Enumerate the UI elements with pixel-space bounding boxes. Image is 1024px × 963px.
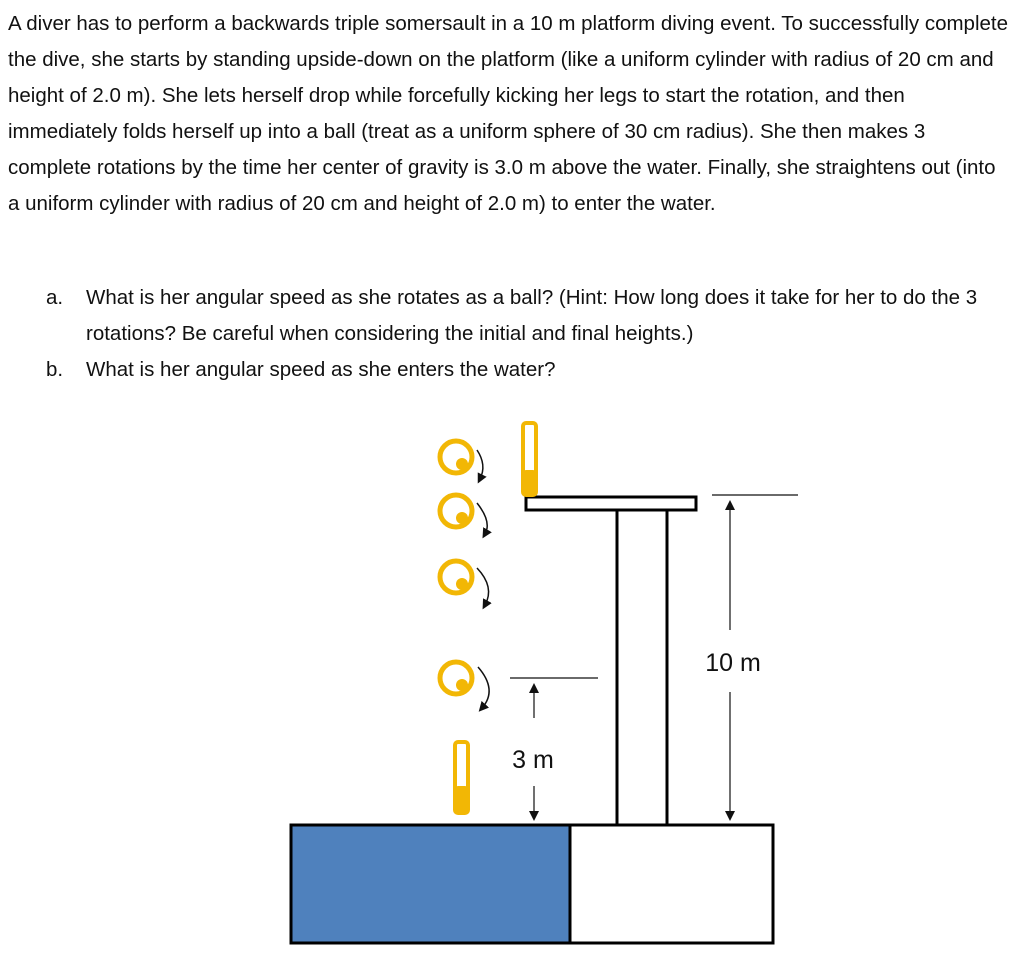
diver-ball-1 <box>440 441 483 479</box>
tower-base <box>570 825 773 943</box>
diver-standing-upside-down <box>523 423 536 495</box>
problem-statement: A diver has to perform a backwards triple somersault in a 10 m platform diving event. To successfully complete the dive, she starts by standing upside-down on the platform (like a uniform cylinder with radius of 20 cm and height of 2.0 m). She lets herself drop while forcefully kicking her legs to start the rotation, and then immediately folds herself up into a ball (treat as a uniform sphere of 30 cm radius). She then makes 3 complete rotations by the time her center of gravity is 3.0 m above the water. Finally, she straightens out (into a uniform cylinder with radius of 20 cm and height of 2.0 m) to enter the water. <box>8 12 1009 215</box>
sub-question-marker: b. <box>46 358 64 381</box>
water-pool <box>291 825 570 943</box>
diver-ball-4 <box>440 662 489 708</box>
diver-entering-water <box>455 742 468 813</box>
platform-height-label: 10 m <box>705 649 761 677</box>
sub-question-text: What is her angular speed as she enters the water? <box>86 358 556 381</box>
diving-platform <box>526 497 696 510</box>
sub-question-text: What is her angular speed as she rotates as a ball? (Hint: How long does it take for her to do the 3 rotations? Be careful when considering the initial and final heights.) <box>86 286 978 345</box>
tower-column <box>617 510 667 825</box>
sub-question-marker: a. <box>46 286 64 309</box>
water-height-label: 3 m <box>512 746 554 774</box>
diver-ball-3 <box>440 561 489 605</box>
diver-ball-2 <box>440 495 487 534</box>
